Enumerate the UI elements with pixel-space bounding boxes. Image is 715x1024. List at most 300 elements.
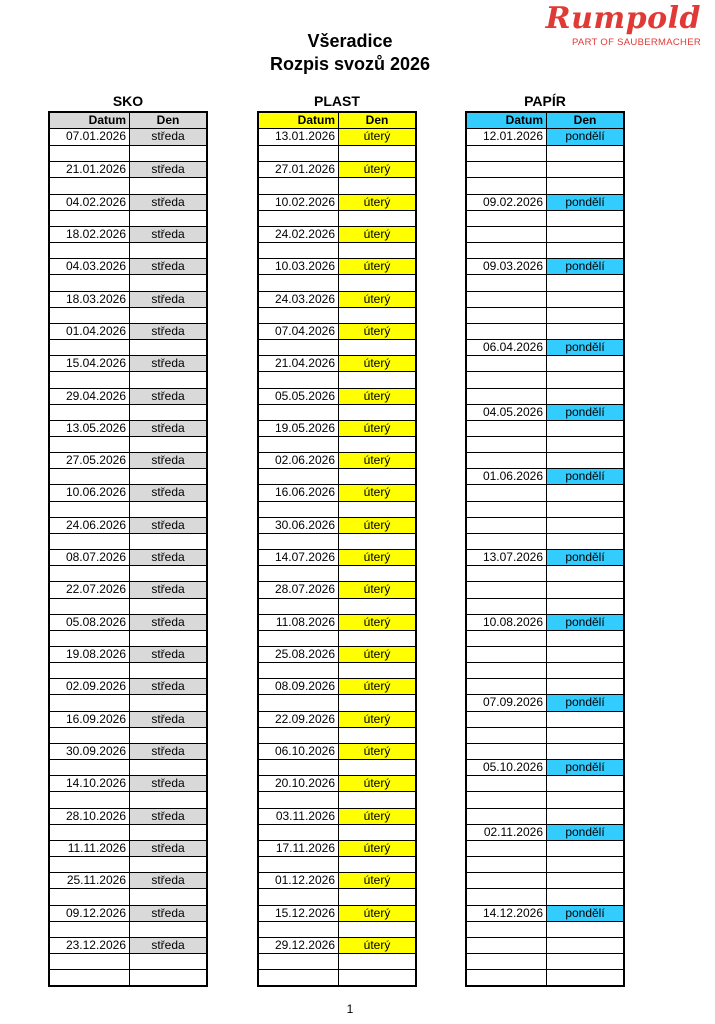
day-cell: úterý [339,841,415,856]
empty-row [259,759,415,775]
empty-day-cell [339,922,415,937]
empty-row [50,339,206,355]
date-cell: 16.09.2026 [50,712,130,727]
day-cell: pondělí [547,405,623,420]
table-title: PAPÍR [524,93,566,109]
date-cell: 28.07.2026 [259,582,339,597]
empty-day-cell [547,437,623,452]
empty-row [50,274,206,290]
table-row [50,614,206,630]
table-row [467,759,623,775]
day-cell: středa [130,227,206,242]
empty-row [259,242,415,258]
empty-row [50,662,206,678]
day-cell: pondělí [547,695,623,710]
date-cell: 04.02.2026 [50,195,130,210]
empty-day-cell [130,243,206,258]
empty-day-cell [130,437,206,452]
empty-row [259,307,415,323]
empty-row [467,743,623,759]
empty-day-cell [547,146,623,161]
empty-day-cell [339,889,415,904]
day-cell: úterý [339,809,415,824]
empty-date-cell [467,227,547,242]
day-cell: středa [130,356,206,371]
date-cell: 07.01.2026 [50,129,130,145]
table-row [259,743,415,759]
header-datum: Datum [259,113,339,128]
header-row [467,113,623,129]
table-row [50,840,206,856]
day-cell: středa [130,421,206,436]
empty-day-cell [547,308,623,323]
empty-day-cell [547,421,623,436]
date-cell: 04.05.2026 [467,405,547,420]
day-cell: úterý [339,776,415,791]
table-row [467,404,623,420]
day-cell: úterý [339,518,415,533]
table-row [50,355,206,371]
empty-date-cell [50,566,130,581]
day-cell: středa [130,906,206,921]
empty-date-cell [259,889,339,904]
empty-day-cell [339,954,415,969]
table-row [259,517,415,533]
empty-date-cell [50,663,130,678]
empty-row [467,711,623,727]
date-cell: 21.04.2026 [259,356,339,371]
empty-day-cell [547,534,623,549]
empty-date-cell [467,162,547,177]
empty-row [50,565,206,581]
empty-day-cell [130,534,206,549]
empty-row [467,371,623,387]
empty-date-cell [467,485,547,500]
header-den: Den [130,113,206,128]
empty-row [467,452,623,468]
table-row [259,937,415,953]
empty-day-cell [130,825,206,840]
empty-date-cell [50,857,130,872]
empty-day-cell [547,857,623,872]
empty-day-cell [547,809,623,824]
empty-date-cell [50,534,130,549]
table-row [259,129,415,145]
empty-date-cell [259,534,339,549]
empty-date-cell [50,792,130,807]
empty-row [467,517,623,533]
empty-row [467,808,623,824]
empty-row [467,872,623,888]
date-cell: 15.04.2026 [50,356,130,371]
empty-date-cell [259,502,339,517]
table-row [50,872,206,888]
empty-date-cell [259,405,339,420]
empty-row [467,646,623,662]
empty-day-cell [130,631,206,646]
empty-day-cell [547,356,623,371]
empty-day-cell [339,243,415,258]
empty-day-cell [130,146,206,161]
date-cell: 25.11.2026 [50,873,130,888]
empty-row [259,694,415,710]
table-row [259,872,415,888]
empty-row [50,856,206,872]
date-cell: 13.07.2026 [467,550,547,565]
date-cell: 07.04.2026 [259,324,339,339]
empty-row [467,969,623,985]
empty-date-cell [467,809,547,824]
empty-row [50,921,206,937]
empty-row [50,436,206,452]
day-cell: úterý [339,324,415,339]
day-cell: úterý [339,292,415,307]
day-cell: středa [130,647,206,662]
empty-date-cell [259,469,339,484]
empty-day-cell [339,469,415,484]
day-cell: středa [130,195,206,210]
empty-date-cell [467,324,547,339]
empty-row [259,791,415,807]
empty-day-cell [547,938,623,953]
empty-day-cell [130,970,206,985]
day-cell: úterý [339,389,415,404]
day-cell: středa [130,679,206,694]
empty-row [467,323,623,339]
date-cell: 17.11.2026 [259,841,339,856]
empty-day-cell [130,405,206,420]
empty-date-cell [467,502,547,517]
empty-day-cell [130,663,206,678]
empty-row [259,210,415,226]
date-cell: 06.04.2026 [467,340,547,355]
empty-date-cell [259,178,339,193]
page-title [0,30,700,76]
day-cell: středa [130,259,206,274]
empty-row [50,598,206,614]
empty-date-cell [259,211,339,226]
empty-row [259,824,415,840]
empty-date-cell [467,679,547,694]
page-number: 1 [346,1002,354,1016]
empty-date-cell [467,873,547,888]
table-row [259,355,415,371]
empty-day-cell [339,728,415,743]
empty-date-cell [50,695,130,710]
date-cell: 19.08.2026 [50,647,130,662]
date-cell: 19.05.2026 [259,421,339,436]
empty-row [259,921,415,937]
title-schedule: Rozpis svozů 2026 [269,54,431,74]
date-cell: 09.03.2026 [467,259,547,274]
table-title: SKO [112,93,144,109]
empty-date-cell [50,760,130,775]
table-row [467,549,623,565]
date-cell: 05.08.2026 [50,615,130,630]
date-cell: 21.01.2026 [50,162,130,177]
table-row [50,484,206,500]
empty-date-cell [50,211,130,226]
day-cell: úterý [339,259,415,274]
day-cell: pondělí [547,760,623,775]
table-row [259,226,415,242]
day-cell: pondělí [547,195,623,210]
empty-day-cell [339,970,415,985]
table-row [259,775,415,791]
empty-row [259,404,415,420]
empty-day-cell [130,178,206,193]
empty-day-cell [547,841,623,856]
empty-day-cell [339,308,415,323]
empty-date-cell [50,146,130,161]
empty-date-cell [50,243,130,258]
day-cell: pondělí [547,550,623,565]
empty-date-cell [259,922,339,937]
empty-row [467,420,623,436]
day-cell: pondělí [547,129,623,145]
empty-row [50,694,206,710]
empty-date-cell [50,372,130,387]
empty-row [259,533,415,549]
empty-date-cell [467,631,547,646]
table-title: PLAST [314,93,360,109]
empty-day-cell [547,389,623,404]
logo-name: Rumpold [545,1,701,36]
empty-day-cell [339,405,415,420]
date-cell: 10.02.2026 [259,195,339,210]
table-row [50,937,206,953]
empty-row [259,274,415,290]
day-cell: středa [130,938,206,953]
empty-row [467,210,623,226]
empty-day-cell [547,889,623,904]
empty-row [467,840,623,856]
date-cell: 08.07.2026 [50,550,130,565]
date-cell: 02.11.2026 [467,825,547,840]
date-cell: 10.08.2026 [467,615,547,630]
empty-day-cell [130,954,206,969]
empty-day-cell [339,502,415,517]
table-row [50,775,206,791]
date-cell: 24.06.2026 [50,518,130,533]
day-cell: středa [130,453,206,468]
empty-date-cell [259,792,339,807]
table-row [50,517,206,533]
empty-date-cell [467,243,547,258]
empty-day-cell [547,292,623,307]
date-cell: 14.10.2026 [50,776,130,791]
empty-row [50,468,206,484]
empty-date-cell [50,825,130,840]
day-cell: úterý [339,647,415,662]
empty-date-cell [467,922,547,937]
empty-row [50,888,206,904]
empty-day-cell [130,275,206,290]
empty-row [467,921,623,937]
date-cell: 30.09.2026 [50,744,130,759]
empty-row [259,969,415,985]
day-cell: středa [130,550,206,565]
table-row [259,840,415,856]
date-cell: 10.06.2026 [50,485,130,500]
table-row [259,646,415,662]
date-cell: 01.06.2026 [467,469,547,484]
empty-row [50,759,206,775]
date-cell: 07.09.2026 [467,695,547,710]
empty-date-cell [467,211,547,226]
schedule-grid [465,111,625,987]
empty-date-cell [467,146,547,161]
day-cell: středa [130,324,206,339]
empty-date-cell [467,582,547,597]
empty-row [467,678,623,694]
empty-day-cell [130,566,206,581]
empty-day-cell [339,695,415,710]
schedule-grid [48,111,208,987]
empty-date-cell [467,841,547,856]
empty-row [259,339,415,355]
empty-row [259,468,415,484]
day-cell: středa [130,712,206,727]
empty-day-cell [130,695,206,710]
empty-day-cell [130,372,206,387]
empty-date-cell [259,825,339,840]
table-row [50,452,206,468]
date-cell: 13.01.2026 [259,129,339,145]
empty-date-cell [467,178,547,193]
day-cell: středa [130,485,206,500]
empty-row [50,727,206,743]
table-row [50,420,206,436]
day-cell: úterý [339,453,415,468]
date-cell: 24.02.2026 [259,227,339,242]
empty-date-cell [50,178,130,193]
date-cell: 20.10.2026 [259,776,339,791]
empty-row [50,533,206,549]
day-cell: úterý [339,582,415,597]
empty-day-cell [547,631,623,646]
empty-day-cell [547,162,623,177]
day-cell: úterý [339,356,415,371]
empty-row [259,145,415,161]
empty-day-cell [339,372,415,387]
empty-date-cell [467,938,547,953]
date-cell: 10.03.2026 [259,259,339,274]
empty-day-cell [130,211,206,226]
empty-row [50,501,206,517]
day-cell: úterý [339,938,415,953]
empty-day-cell [547,663,623,678]
empty-row [467,856,623,872]
day-cell: úterý [339,906,415,921]
date-cell: 12.01.2026 [467,129,547,145]
date-cell: 28.10.2026 [50,809,130,824]
empty-day-cell [130,889,206,904]
empty-date-cell [259,695,339,710]
header-den: Den [547,113,623,128]
table-row [50,646,206,662]
empty-day-cell [130,728,206,743]
table-row [259,452,415,468]
empty-day-cell [339,178,415,193]
empty-date-cell [50,922,130,937]
empty-day-cell [547,744,623,759]
day-cell: středa [130,292,206,307]
empty-row [467,662,623,678]
empty-row [50,404,206,420]
day-cell: úterý [339,227,415,242]
empty-date-cell [259,599,339,614]
header-datum: Datum [50,113,130,128]
table-papir [465,92,625,987]
empty-day-cell [547,679,623,694]
day-cell: středa [130,162,206,177]
empty-row [259,727,415,743]
table-row [259,549,415,565]
table-row [50,388,206,404]
date-cell: 30.06.2026 [259,518,339,533]
empty-row [467,274,623,290]
date-cell: 03.11.2026 [259,809,339,824]
header-row [259,113,415,129]
empty-date-cell [467,356,547,371]
date-cell: 01.04.2026 [50,324,130,339]
empty-date-cell [467,308,547,323]
table-row [467,258,623,274]
empty-row [259,177,415,193]
empty-row [50,371,206,387]
empty-date-cell [259,146,339,161]
date-cell: 01.12.2026 [259,873,339,888]
empty-date-cell [467,792,547,807]
empty-day-cell [547,502,623,517]
empty-row [50,824,206,840]
empty-row [467,888,623,904]
table-row [50,581,206,597]
empty-row [467,161,623,177]
empty-row [467,565,623,581]
empty-day-cell [339,534,415,549]
header-row [50,113,206,129]
table-row [467,824,623,840]
empty-day-cell [130,340,206,355]
empty-row [259,630,415,646]
empty-date-cell [50,308,130,323]
date-cell: 22.09.2026 [259,712,339,727]
empty-day-cell [547,211,623,226]
empty-row [259,436,415,452]
date-cell: 18.02.2026 [50,227,130,242]
empty-day-cell [547,178,623,193]
empty-date-cell [467,534,547,549]
empty-row [259,888,415,904]
empty-date-cell [259,372,339,387]
date-cell: 02.09.2026 [50,679,130,694]
table-row [50,291,206,307]
empty-date-cell [467,954,547,969]
empty-day-cell [130,760,206,775]
empty-date-cell [467,712,547,727]
day-cell: středa [130,744,206,759]
empty-date-cell [259,857,339,872]
empty-row [467,630,623,646]
table-row [259,905,415,921]
day-cell: středa [130,841,206,856]
table-row [259,581,415,597]
day-cell: středa [130,809,206,824]
empty-date-cell [50,437,130,452]
date-cell: 08.09.2026 [259,679,339,694]
